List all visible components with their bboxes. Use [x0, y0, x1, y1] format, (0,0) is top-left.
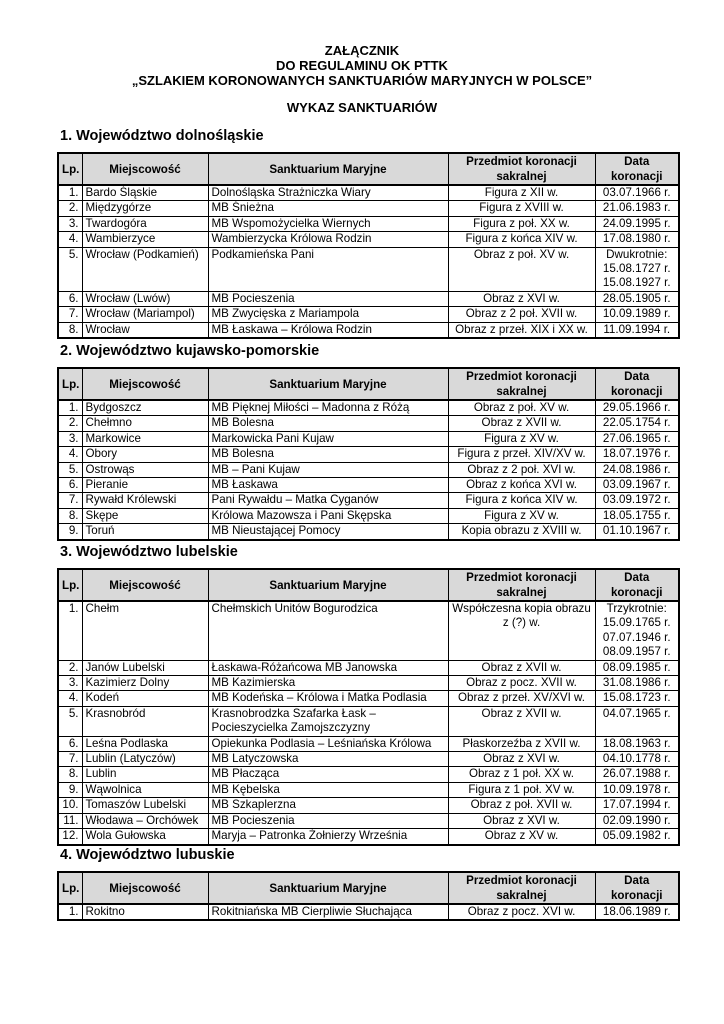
cell-date: 22.05.1754 r. [595, 416, 679, 431]
cell-date: 02.09.1990 r. [595, 813, 679, 828]
cell-date: 29.05.1966 r. [595, 400, 679, 416]
cell-place: Wola Gułowska [82, 829, 208, 845]
cell-sanctuary: MB Szkaplerzna [208, 798, 448, 813]
col-date-header: Data koronacji [595, 153, 679, 185]
col-lp-header: Lp. [58, 153, 82, 185]
cell-place: Wrocław (Podkamień) [82, 247, 208, 291]
table-row [58, 291, 679, 306]
cell-subject: Kopia obrazu z XVIII w. [448, 524, 595, 540]
cell-sanctuary: MB Bolesna [208, 447, 448, 462]
cell-place: Chełmno [82, 416, 208, 431]
cell-date: 04.10.1778 r. [595, 752, 679, 767]
cell-date: 24.08.1986 r. [595, 462, 679, 477]
header-list-title: WYKAZ SANKTUARIÓW [286, 100, 438, 115]
cell-lp: 8. [58, 508, 82, 523]
cell-lp: 4. [58, 691, 82, 706]
col-place-header: Miejscowość [82, 872, 208, 904]
cell-subject: Obraz z XVI w. [448, 752, 595, 767]
cell-subject: Obraz z XVI w. [448, 813, 595, 828]
col-lp-header: Lp. [58, 872, 82, 904]
cell-date: 17.07.1994 r. [595, 798, 679, 813]
cell-lp: 11. [58, 813, 82, 828]
cell-sanctuary: MB Kębelska [208, 782, 448, 797]
cell-sanctuary: Królowa Mazowsza i Pani Skępska [208, 508, 448, 523]
table-row [58, 601, 679, 660]
table-header-row [58, 569, 679, 601]
cell-lp: 5. [58, 247, 82, 291]
cell-place: Kodeń [82, 691, 208, 706]
cell-sanctuary: Wambierzycka Królowa Rodzin [208, 232, 448, 247]
cell-place: Leśna Podlaska [82, 736, 208, 751]
table-row [58, 752, 679, 767]
section-title: 1. Województwo dolnośląskie [60, 128, 264, 144]
cell-subject: Figura z XV w. [448, 431, 595, 446]
cell-sanctuary: MB – Pani Kujaw [208, 462, 448, 477]
table-row [58, 307, 679, 322]
cell-subject: Obraz z 1 poł. XX w. [448, 767, 595, 782]
table-row [58, 813, 679, 828]
table-row [58, 478, 679, 493]
cell-date: Trzykrotnie: 15.09.1765 r. 07.07.1946 r. 08.09.1957 r. [595, 601, 679, 660]
table-row [58, 201, 679, 216]
cell-subject: Figura z XVIII w. [448, 201, 595, 216]
cell-date: 31.08.1986 r. [595, 676, 679, 691]
cell-lp: 4. [58, 447, 82, 462]
cell-place: Markowice [82, 431, 208, 446]
cell-place: Obory [82, 447, 208, 462]
cell-place: Tomaszów Lubelski [82, 798, 208, 813]
cell-subject: Figura z XII w. [448, 185, 595, 201]
header-regulation: DO REGULAMINU OK PTTK [276, 58, 448, 73]
cell-sanctuary: Pani Rywałdu – Matka Cyganów [208, 493, 448, 508]
cell-date: Dwukrotnie: 15.08.1727 r. 15.08.1927 r. [595, 247, 679, 291]
table-row [58, 524, 679, 540]
cell-date: 18.07.1976 r. [595, 447, 679, 462]
col-sanctuary-header: Sanktuarium Maryjne [208, 872, 448, 904]
cell-lp: 8. [58, 767, 82, 782]
col-subject-header: Przedmiot koronacji sakralnej [448, 569, 595, 601]
table-row [58, 508, 679, 523]
cell-place: Chełm [82, 601, 208, 660]
cell-lp: 5. [58, 462, 82, 477]
table-row [58, 767, 679, 782]
cell-lp: 9. [58, 524, 82, 540]
cell-place: Toruń [82, 524, 208, 540]
col-sanctuary-header: Sanktuarium Maryjne [208, 569, 448, 601]
cell-sanctuary: MB Wspomożycielka Wiernych [208, 216, 448, 231]
cell-date: 03.09.1967 r. [595, 478, 679, 493]
col-date-header: Data koronacji [595, 872, 679, 904]
col-subject-header: Przedmiot koronacji sakralnej [448, 153, 595, 185]
cell-lp: 2. [58, 201, 82, 216]
table-header-row [58, 153, 679, 185]
col-place-header: Miejscowość [82, 153, 208, 185]
cell-subject: Obraz z przeł. XIX i XX w. [448, 322, 595, 338]
col-subject-header: Przedmiot koronacji sakralnej [448, 368, 595, 400]
table-row [58, 431, 679, 446]
table-row [58, 493, 679, 508]
cell-subject: Figura z przeł. XIV/XV w. [448, 447, 595, 462]
cell-lp: 2. [58, 660, 82, 675]
col-sanctuary-header: Sanktuarium Maryjne [208, 368, 448, 400]
table-header-row [58, 368, 679, 400]
table-row [58, 322, 679, 338]
table-row [58, 660, 679, 675]
sanctuary-table [57, 871, 680, 921]
cell-lp: 6. [58, 478, 82, 493]
cell-subject: Figura z 1 poł. XV w. [448, 782, 595, 797]
table-row [58, 736, 679, 751]
cell-place: Wąwolnica [82, 782, 208, 797]
cell-place: Lublin [82, 767, 208, 782]
cell-date: 15.08.1723 r. [595, 691, 679, 706]
cell-sanctuary: Chełmskich Unitów Bogurodzica [208, 601, 448, 660]
cell-date: 10.09.1978 r. [595, 782, 679, 797]
cell-sanctuary: MB Płacząca [208, 767, 448, 782]
col-place-header: Miejscowość [82, 368, 208, 400]
cell-sanctuary: MB Pocieszenia [208, 813, 448, 828]
table-row [58, 185, 679, 201]
col-date-header: Data koronacji [595, 569, 679, 601]
cell-place: Pieranie [82, 478, 208, 493]
cell-lp: 12. [58, 829, 82, 845]
table-row [58, 232, 679, 247]
cell-date: 10.09.1989 r. [595, 307, 679, 322]
cell-sanctuary: MB Pocieszenia [208, 291, 448, 306]
cell-lp: 1. [58, 601, 82, 660]
table-row [58, 462, 679, 477]
cell-subject: Obraz z XVII w. [448, 416, 595, 431]
cell-place: Włodawa – Orchówek [82, 813, 208, 828]
table-row [58, 400, 679, 416]
cell-place: Międzygórze [82, 201, 208, 216]
col-subject-header: Przedmiot koronacji sakralnej [448, 872, 595, 904]
cell-subject: Współczesna kopia obrazu z (?) w. [448, 601, 595, 660]
cell-subject: Obraz z XVII w. [448, 660, 595, 675]
cell-lp: 1. [58, 904, 82, 920]
cell-place: Janów Lubelski [82, 660, 208, 675]
cell-date: 24.09.1995 r. [595, 216, 679, 231]
cell-sanctuary: MB Pięknej Miłości – Madonna z Różą [208, 400, 448, 416]
table-row [58, 247, 679, 291]
sanctuary-table [57, 568, 680, 846]
cell-date: 18.05.1755 r. [595, 508, 679, 523]
cell-subject: Figura z końca XIV w. [448, 493, 595, 508]
table-row [58, 798, 679, 813]
cell-subject: Obraz z XVII w. [448, 706, 595, 736]
cell-subject: Obraz z pocz. XVI w. [448, 904, 595, 920]
section-title: 2. Województwo kujawsko-pomorskie [60, 343, 320, 359]
cell-sanctuary: MB Kodeńska – Królowa i Matka Podlasia [208, 691, 448, 706]
col-lp-header: Lp. [58, 368, 82, 400]
cell-place: Rokitno [82, 904, 208, 920]
cell-lp: 7. [58, 752, 82, 767]
cell-date: 01.10.1967 r. [595, 524, 679, 540]
col-sanctuary-header: Sanktuarium Maryjne [208, 153, 448, 185]
cell-lp: 9. [58, 782, 82, 797]
cell-lp: 5. [58, 706, 82, 736]
cell-subject: Obraz z przeł. XV/XVI w. [448, 691, 595, 706]
cell-sanctuary: MB Łaskawa – Królowa Rodzin [208, 322, 448, 338]
table-row [58, 416, 679, 431]
table-row [58, 676, 679, 691]
cell-subject: Obraz z 2 poł. XVI w. [448, 462, 595, 477]
header-attachment: ZAŁĄCZNIK [324, 43, 400, 58]
table-row [58, 904, 679, 920]
cell-sanctuary: Podkamieńska Pani [208, 247, 448, 291]
cell-sanctuary: Krasnobrodzka Szafarka Łask – Pocieszycielka Zamojszczyzny [208, 706, 448, 736]
cell-place: Bardo Śląskie [82, 185, 208, 201]
cell-subject: Figura z końca XIV w. [448, 232, 595, 247]
cell-date: 26.07.1988 r. [595, 767, 679, 782]
cell-place: Wrocław [82, 322, 208, 338]
cell-date: 11.09.1994 r. [595, 322, 679, 338]
cell-sanctuary: Markowicka Pani Kujaw [208, 431, 448, 446]
cell-place: Lublin (Latyczów) [82, 752, 208, 767]
cell-lp: 2. [58, 416, 82, 431]
cell-lp: 6. [58, 736, 82, 751]
table-row [58, 706, 679, 736]
cell-sanctuary: MB Latyczowska [208, 752, 448, 767]
cell-lp: 4. [58, 232, 82, 247]
cell-date: 27.06.1965 r. [595, 431, 679, 446]
table-header-row [58, 872, 679, 904]
cell-place: Rywałd Królewski [82, 493, 208, 508]
cell-date: 08.09.1985 r. [595, 660, 679, 675]
table-row [58, 216, 679, 231]
cell-date: 04.07.1965 r. [595, 706, 679, 736]
cell-date: 17.08.1980 r. [595, 232, 679, 247]
sanctuary-table [57, 152, 680, 339]
cell-subject: Figura z XV w. [448, 508, 595, 523]
col-lp-header: Lp. [58, 569, 82, 601]
cell-place: Twardogóra [82, 216, 208, 231]
cell-lp: 7. [58, 493, 82, 508]
cell-sanctuary: MB Zwycięska z Mariampola [208, 307, 448, 322]
cell-lp: 8. [58, 322, 82, 338]
cell-subject: Płaskorzeźba z XVII w. [448, 736, 595, 751]
cell-lp: 1. [58, 400, 82, 416]
cell-sanctuary: Rokitniańska MB Cierpliwie Słuchająca [208, 904, 448, 920]
cell-date: 03.09.1972 r. [595, 493, 679, 508]
cell-subject: Obraz z XV w. [448, 829, 595, 845]
cell-subject: Obraz z poł. XV w. [448, 400, 595, 416]
cell-date: 05.09.1982 r. [595, 829, 679, 845]
cell-subject: Obraz z poł. XV w. [448, 247, 595, 291]
cell-lp: 3. [58, 216, 82, 231]
cell-place: Wrocław (Mariampol) [82, 307, 208, 322]
cell-lp: 6. [58, 291, 82, 306]
cell-date: 28.05.1905 r. [595, 291, 679, 306]
col-place-header: Miejscowość [82, 569, 208, 601]
cell-sanctuary: MB Łaskawa [208, 478, 448, 493]
sanctuary-table [57, 367, 680, 541]
table-row [58, 447, 679, 462]
cell-lp: 10. [58, 798, 82, 813]
cell-subject: Obraz z 2 poł. XVII w. [448, 307, 595, 322]
col-date-header: Data koronacji [595, 368, 679, 400]
cell-subject: Figura z poł. XX w. [448, 216, 595, 231]
cell-place: Kazimierz Dolny [82, 676, 208, 691]
cell-date: 21.06.1983 r. [595, 201, 679, 216]
cell-lp: 7. [58, 307, 82, 322]
cell-sanctuary: MB Nieustającej Pomocy [208, 524, 448, 540]
cell-lp: 3. [58, 431, 82, 446]
section-title: 4. Województwo lubuskie [60, 847, 235, 863]
table-row [58, 782, 679, 797]
cell-subject: Obraz z XVI w. [448, 291, 595, 306]
cell-subject: Obraz z poł. XVII w. [448, 798, 595, 813]
cell-date: 18.08.1963 r. [595, 736, 679, 751]
cell-date: 18.06.1989 r. [595, 904, 679, 920]
table-row [58, 829, 679, 845]
cell-sanctuary: Dolnośląska Strażniczka Wiary [208, 185, 448, 201]
header-trail-name: „SZLAKIEM KORONOWANYCH SANKTUARIÓW MARYJNYCH W POLSCE” [131, 73, 593, 88]
cell-lp: 3. [58, 676, 82, 691]
section-title: 3. Województwo lubelskie [60, 544, 238, 560]
cell-sanctuary: MB Bolesna [208, 416, 448, 431]
cell-place: Wrocław (Lwów) [82, 291, 208, 306]
cell-date: 03.07.1966 r. [595, 185, 679, 201]
cell-lp: 1. [58, 185, 82, 201]
cell-subject: Obraz z końca XVI w. [448, 478, 595, 493]
cell-place: Krasnobród [82, 706, 208, 736]
cell-sanctuary: Opiekunka Podlasia – Leśniańska Królowa [208, 736, 448, 751]
cell-place: Ostrowąs [82, 462, 208, 477]
cell-place: Wambierzyce [82, 232, 208, 247]
cell-place: Bydgoszcz [82, 400, 208, 416]
cell-sanctuary: Łaskawa-Różańcowa MB Janowska [208, 660, 448, 675]
table-row [58, 691, 679, 706]
cell-subject: Obraz z pocz. XVII w. [448, 676, 595, 691]
cell-place: Skępe [82, 508, 208, 523]
cell-sanctuary: MB Śnieżna [208, 201, 448, 216]
cell-sanctuary: MB Kazimierska [208, 676, 448, 691]
cell-sanctuary: Maryja – Patronka Żołnierzy Września [208, 829, 448, 845]
